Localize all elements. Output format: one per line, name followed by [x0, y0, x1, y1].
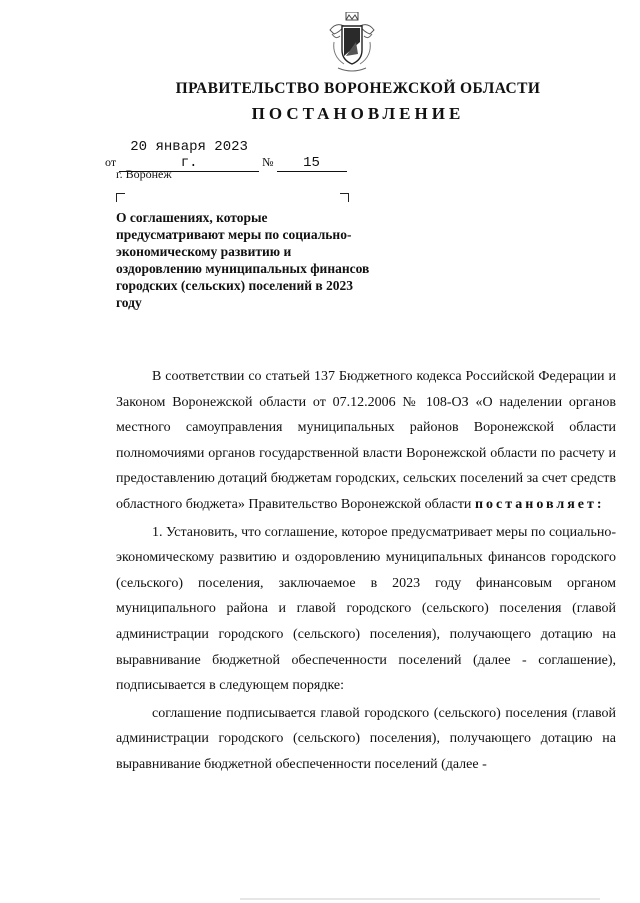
organization-name: ПРАВИТЕЛЬСТВО ВОРОНЕЖСКОЙ ОБЛАСТИ — [175, 80, 541, 97]
paragraph-procedure: соглашение подписывается главой городского (сельского) поселения (главой администрации городского (сельского) поселения), получающего дотацию на выравнивание бюджетной обеспеченности поселений (далее - — [116, 705, 616, 772]
city: г. Воронеж — [116, 167, 172, 181]
title-corner-right — [340, 193, 349, 202]
document-title: О соглашениях, которые предусматривают меры по социально-экономическому развитию и оздоровлению муниципальных финансов городских (сельских) поселений в 2023 году — [116, 210, 370, 310]
document-date: 20 января 2023 г. — [119, 139, 259, 172]
preamble-text: В соответствии со статьей 137 Бюджетного кодекса Российской Федерации и Законом Воронежской области от 07.12.2006 № 108-ОЗ «О наделении органов местного самоуправления муниципальных районов Воронежской области полномочиями органов государственной власти Воронежской области по расчету и предоставлению дотаций бюджетам городских, сельских поселений за счет средств областного бюджета» Правительство Воронежской области — [116, 369, 616, 512]
paragraph-preamble — [116, 364, 616, 518]
coat-of-arms-emblem — [326, 12, 378, 74]
scan-artifact — [240, 898, 600, 900]
document-number: 15 — [277, 155, 347, 172]
paragraph-item-1: 1. Установить, что соглашение, которое предусматривает меры по социально-экономическому развитию и оздоровлению муниципальных финансов городского (сельского) поселения, заключаемое в 2023 году финансовым органом муниципального района и главой городского (сельского) поселения (главой администрации городского (сельского) поселения), получающего дотацию на выравнивание бюджетной обеспеченности поселений (далее - соглашение), подписывается в следующем порядке: — [116, 524, 616, 694]
from-label: от — [105, 155, 117, 169]
document-body — [116, 364, 616, 778]
number-label: № — [262, 155, 274, 169]
title-corner-left — [116, 193, 125, 202]
document-type: ПОСТАНОВЛЕНИЕ — [251, 104, 465, 123]
decree-keyword: постановляет: — [474, 496, 605, 512]
